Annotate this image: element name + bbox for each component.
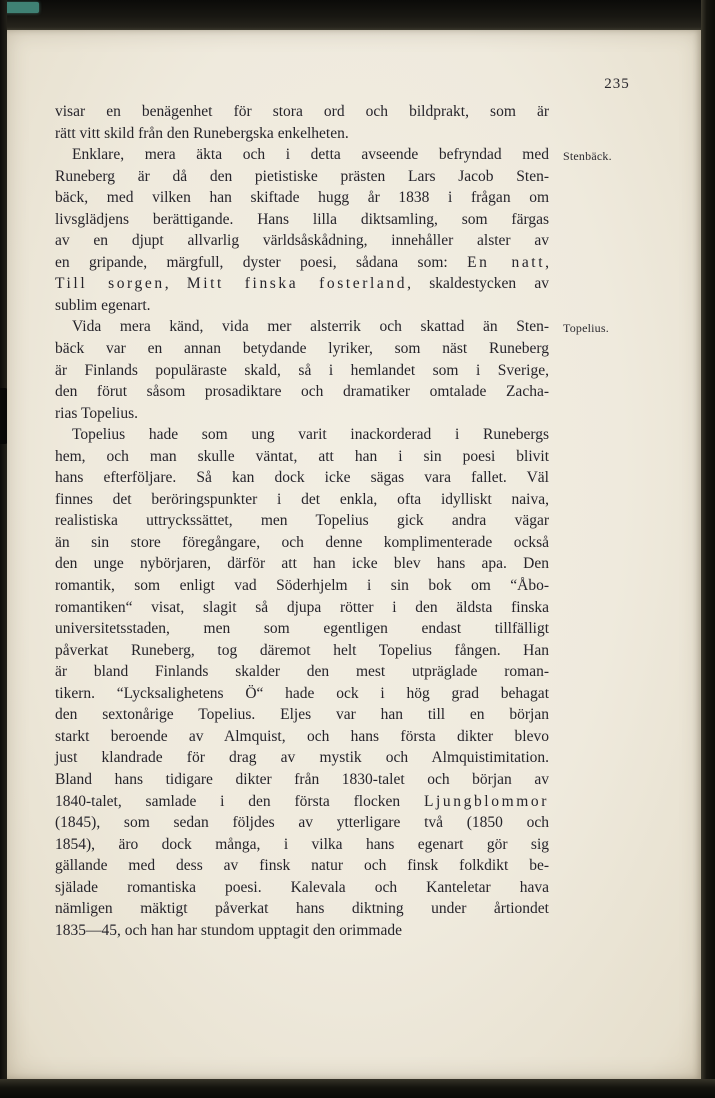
text-line [55, 446, 549, 468]
text-line [55, 661, 549, 683]
text-line [55, 381, 549, 403]
scan-edge-right [701, 0, 715, 1098]
text-line [55, 316, 609, 338]
text-line [55, 791, 549, 813]
text-segment: romantiken“ visat, slagit så djupa rötter i den äldsta finska [55, 598, 549, 616]
text-segment: realistiska uttryckssättet, men Topelius gick andra vägar [55, 512, 549, 530]
text-line [55, 597, 549, 619]
spaced-title: Till sorgen [55, 275, 165, 293]
text-line [55, 166, 549, 188]
text-segment: livsglädjens berättigande. Hans lilla diktsamling, som färgas [55, 210, 549, 228]
text-segment: sublim egenart. [55, 296, 151, 314]
text-segment: nämligen mäktigt påverkat hans diktning under årtiondet [55, 900, 549, 918]
text-line [55, 424, 549, 446]
text-segment: en gripande, märgfull, dyster poesi, sådana som: [55, 253, 468, 271]
text-segment: påverkat Runeberg, tog däremot helt Topelius fången. Han [55, 641, 549, 659]
text-segment: Enklare, mera äkta och i detta avseende befryndad med [72, 146, 549, 164]
text-line [55, 726, 549, 748]
text-line [55, 898, 549, 920]
text-segment: än sin store föregångare, och denne komplimenterade också [55, 533, 549, 551]
text-line [55, 769, 549, 791]
page-number: 235 [604, 76, 630, 92]
text-line [55, 467, 549, 489]
text-line [55, 338, 549, 360]
margin-note: Topelius. [563, 321, 609, 336]
text-segment: hem, och man skulle väntat, att han i sin poesi blivit [55, 447, 549, 465]
text-segment: tikern. “Lycksalighetens Ö“ hade ock i hög grad behagat [55, 684, 549, 702]
text-line [55, 683, 549, 705]
spaced-title: En natt [467, 253, 546, 271]
text-segment: Bland hans tidigare dikter från 1830-talet och början av [55, 770, 549, 788]
text-line [55, 510, 549, 532]
text-segment: (1845), som sedan följdes av ytterligare två (1850 och [55, 814, 549, 832]
text-segment: hans efterföljare. Så kan dock icke sägas vara fallet. Väl [55, 469, 549, 487]
text-line [55, 360, 549, 382]
text-segment: 1854), äro dock många, i vilka hans egenart gör sig [55, 835, 549, 853]
text-line [55, 101, 549, 123]
text-line [55, 553, 549, 575]
text-segment: , [545, 253, 549, 271]
spaced-title: Ljungblommor [423, 792, 549, 810]
text-line [55, 640, 549, 662]
text-line [55, 834, 549, 856]
paragraph [55, 101, 549, 144]
text-block [55, 101, 612, 941]
corner-accent-chip [2, 2, 39, 13]
text-segment: , skaldestycken av [407, 275, 549, 293]
text-segment: bäck, med vilken han skiftade hugg år 1838 i frågan om [55, 189, 549, 207]
text-line [55, 812, 549, 834]
text-segment: Runeberg är då den pietistiske prästen Lars Jacob Sten- [55, 167, 549, 185]
scan-edge-top [0, 0, 715, 30]
paragraph [55, 316, 609, 424]
text-segment: rätt vitt skild från den Runebergska enkelheten. [55, 124, 349, 142]
text-line [55, 747, 549, 769]
scan-edge-left [0, 0, 7, 1098]
paragraph [55, 144, 612, 316]
spaced-title: Mitt finska fosterland [186, 275, 408, 293]
text-segment: den sextonårige Topelius. Eljes var han till en början [55, 706, 549, 724]
book-page [7, 30, 701, 1079]
text-line [55, 855, 549, 877]
text-segment: är Finlands populäraste skald, så i hemlandet som i Sverige, [55, 361, 549, 379]
text-segment: bäck var en annan betydande lyriker, som näst Runeberg [55, 340, 549, 358]
text-line [55, 877, 549, 899]
text-line [55, 209, 549, 231]
text-segment: visar en benägenhet för stora ord och bildprakt, som är [55, 103, 549, 120]
text-line [55, 187, 549, 209]
text-line [55, 618, 549, 640]
text-line [55, 144, 612, 166]
text-line [55, 273, 549, 295]
text-segment: 1835—45, och han har stundom upptagit den orimmade [55, 921, 402, 939]
text-segment: just klandrade för drag av mystik och Almquistimitation. [55, 749, 549, 767]
text-segment: Vida mera känd, vida mer alsterrik och skattad än Sten- [72, 318, 549, 336]
text-segment: Topelius hade som ung varit inackorderad i Runebergs [72, 426, 549, 444]
margin-note: Stenbäck. [563, 149, 612, 164]
text-segment: , [164, 275, 187, 293]
paragraph [55, 424, 549, 941]
text-segment: starkt beroende av Almquist, och hans första dikter blevo [55, 727, 549, 745]
text-line [55, 920, 549, 942]
text-segment: den unge nybörjaren, därför att han icke blev hans apa. Den [55, 555, 549, 573]
text-segment: av en djupt allvarlig världsåskådning, innehåller alster av [55, 232, 549, 250]
text-segment: är bland Finlands skalder den mest utpräglade roman- [55, 663, 549, 681]
text-segment: finnes det beröringspunkter i det enkla, ofta idylliskt naiva, [55, 490, 549, 508]
text-line [55, 230, 549, 252]
text-segment: romantik, som enligt vad Söderhjelm i sin bok om “Åbo- [55, 577, 549, 595]
scan-edge-bottom [0, 1079, 715, 1098]
text-segment: gällande med dess av finsk natur och finsk folkdikt be- [55, 857, 549, 875]
text-segment: rias Topelius. [55, 404, 139, 422]
text-line [55, 295, 549, 317]
text-segment: den förut såsom prosadiktare och dramatiker omtalade Zacha- [55, 383, 549, 401]
text-line [55, 403, 549, 425]
text-line [55, 123, 549, 145]
text-line [55, 532, 549, 554]
text-line [55, 489, 549, 511]
text-segment: universitetsstaden, men som egentligen endast tillfälligt [55, 620, 549, 638]
text-line [55, 575, 549, 597]
text-line [55, 252, 549, 274]
text-segment: 1840-talet, samlade i den första flocken [55, 792, 424, 810]
text-segment: själade romantiska poesi. Kalevala och Kanteletar hava [55, 878, 549, 896]
text-line [55, 704, 549, 726]
